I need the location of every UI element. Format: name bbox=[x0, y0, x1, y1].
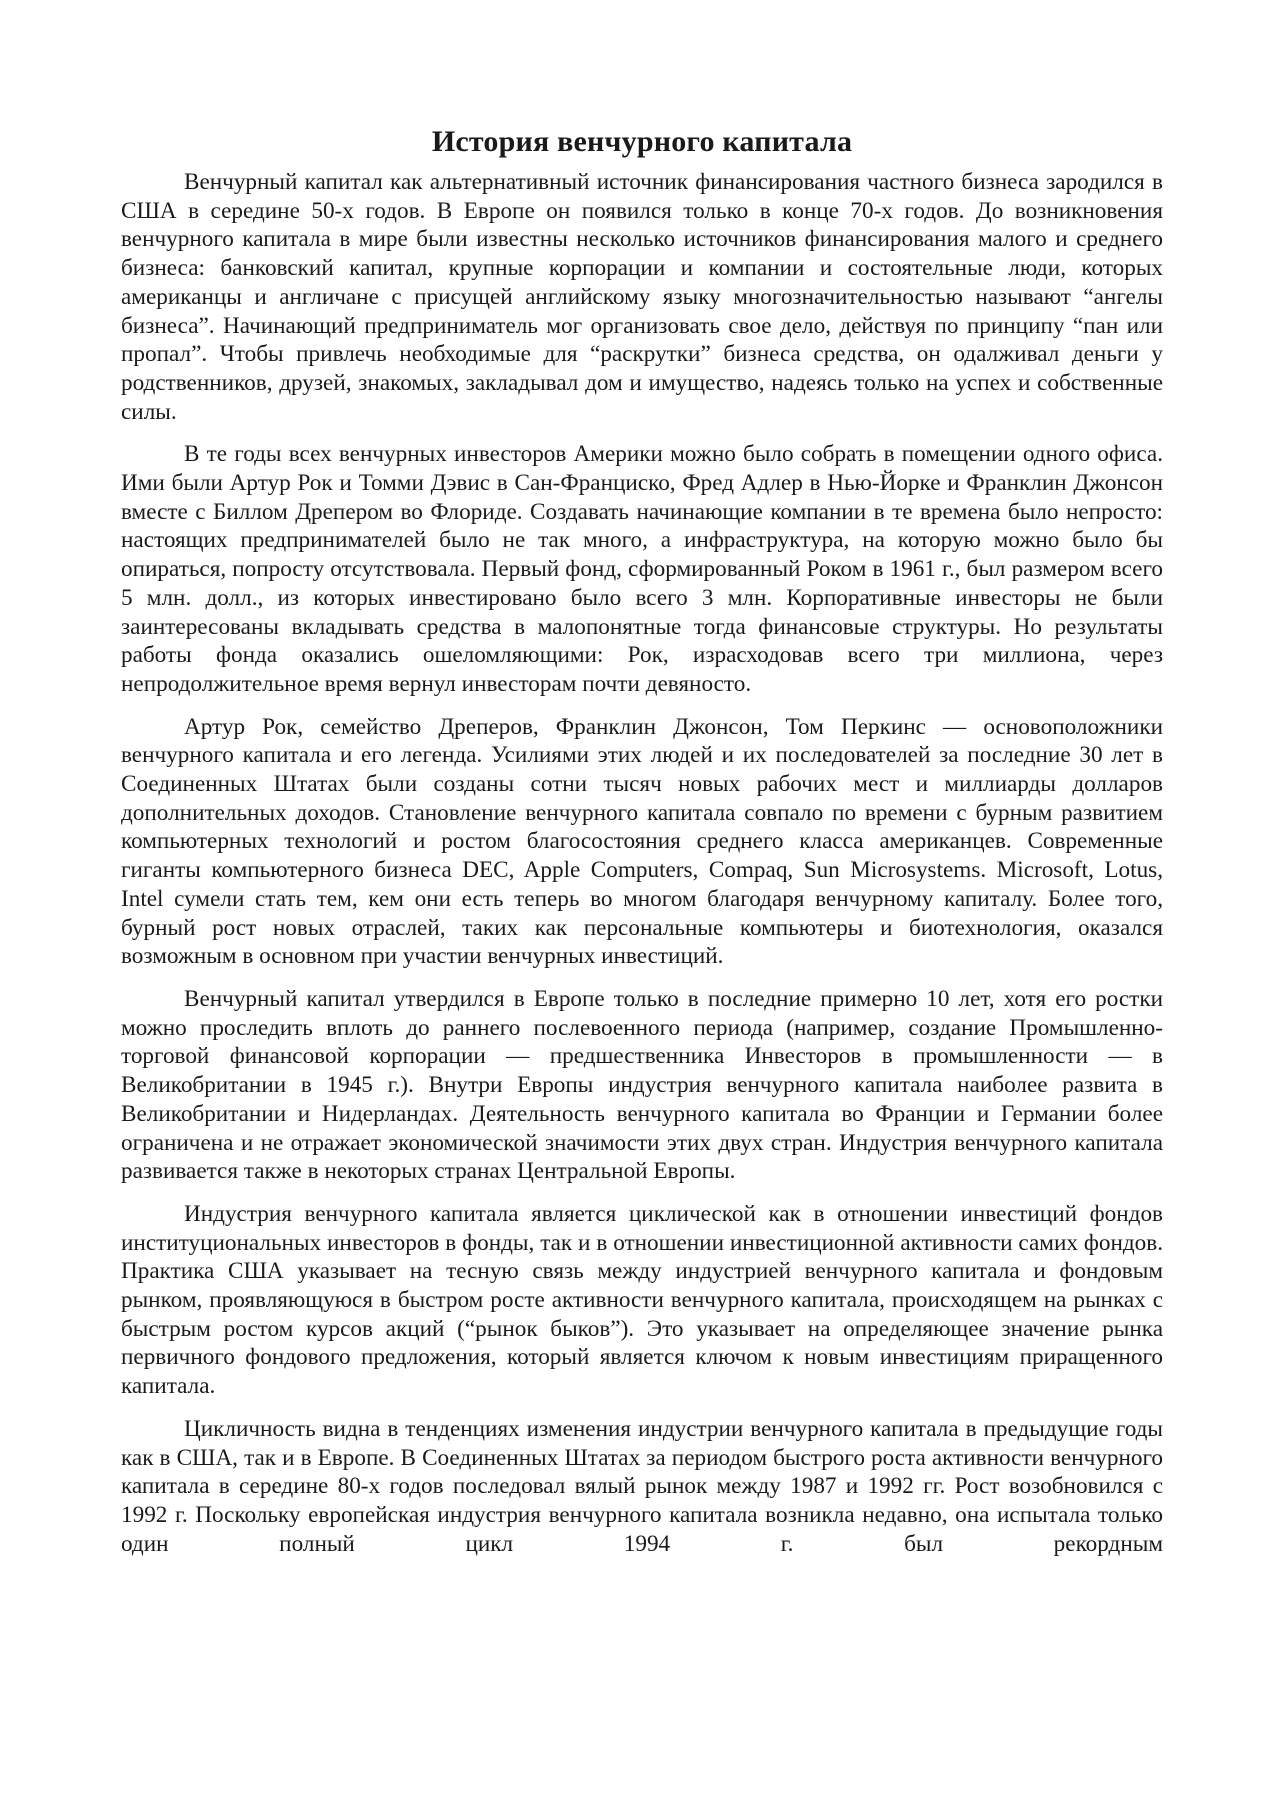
paragraph: Индустрия венчурного капитала является циклической как в отношении инвестиций фондов институциональных инвесторов в фонды, так и в отношении инвестиционной активности самих фондов. Практика США указывает на тесную связь между индустрией венчурного капитала и фондовым рынком, проявляющуюся в быстром росте активности венчурного капитала, происходящем на рынках с быстрым ростом курсов акций (“рынок быков”). Это указывает на определяющее значение рынка первичного фондового предложения, который является ключом к новым инвестициям приращенного капитала. bbox=[121, 1200, 1163, 1400]
paragraph: Венчурный капитал утвердился в Европе только в последние примерно 10 лет, хотя его ростки можно проследить вплоть до раннего послевоенного периода (например, создание Промышленно-торговой финансовой корпорации — предшественника Инвесторов в промышленности — в Великобритании в 1945 г.). Внутри Европы индустрия венчурного капитала наиболее развита в Великобритании и Нидерландах. Деятельность венчурного капитала во Франции и Германии более ограничена и не отражает экономической значимости этих двух стран. Индустрия венчурного капитала развивается также в некоторых странах Центральной Европы. bbox=[121, 985, 1163, 1185]
paragraph: Венчурный капитал как альтернативный источник финансирования частного бизнеса зародился в США в середине 50-х годов. В Европе он появился только в конце 70-х годов. До возникновения венчурного капитала в мире были известны несколько источников финансирования малого и среднего бизнеса: банковский капитал, крупные корпорации и компании и состоятельные люди, которых американцы и англичане с присущей английскому языку многозначительностью называют “ангелы бизнеса”. Начинающий предприниматель мог организовать свое дело, действуя по принципу “пан или пропал”. Чтобы привлечь необходимые для “раскрутки” бизнеса средства, он одалживал деньги у родственников, друзей, знакомых, закладывал дом и имущество, надеясь только на успех и собственные силы. bbox=[121, 169, 1163, 425]
paragraph: Цикличность видна в тенденциях изменения индустрии венчурного капитала в предыдущие годы как в США, так и в Европе. В Соединенных Штатах за периодом быстрого роста активности венчурного капитала в середине 80-х годов последовал вялый рынок между 1987 и 1992 гг. Рост возобновился с 1992 г. Поскольку европейская индустрия венчурного капитала возникла недавно, она испытала только один полный цикл 1994 г. был рекордным bbox=[121, 1415, 1163, 1557]
document-body bbox=[121, 120, 1163, 1558]
paragraph: Артур Рок, семейство Дреперов, Франклин Джонсон, Том Перкинс — основоположники венчурного капитала и его легенда. Усилиями этих людей и их последователей за последние 30 лет в Соединенных Штатах были созданы сотни тысяч новых рабочих мест и миллиарды долларов дополнительных доходов. Становление венчурного капитала совпало по времени с бурным развитием компьютерных технологий и ростом благосостояния среднего класса американцев. Современные гиганты компьютерного бизнеса DEC, Apple Computers, Compaq, Sun Microsystems. Microsoft, Lotus, Intel сумели стать тем, кем они есть теперь во многом благодаря венчурному капиталу. Более того, бурный рост новых отраслей, таких как персональные компьютеры и биотехнология, оказался возможным в основном при участии венчурных инвестиций. bbox=[121, 713, 1163, 970]
paragraph: В те годы всех венчурных инвесторов Америки можно было собрать в помещении одного офиса. Ими были Артур Рок и Томми Дэвис в Сан-Франциско, Фред Адлер в Нью-Йорке и Франклин Джонсон вместе с Биллом Дрепером во Флориде. Создавать начинающие компании в те времена было непросто: настоящих предпринимателей было не так много, а инфраструктура, на которую можно было бы опираться, попросту отсутствовала. Первый фонд, сформированный Роком в 1961 г., был размером всего 5 млн. долл., из которых инвестировано было всего 3 млн. Корпоративные инвесторы не были заинтересованы вкладывать средства в малопонятные тогда финансовые структуры. Но результаты работы фонда оказались ошеломляющими: Рок, израсходовав всего три миллиона, через непродолжительное время вернул инвесторам почти девяносто. bbox=[121, 441, 1163, 697]
document-title: История венчурного капитала bbox=[431, 125, 853, 158]
